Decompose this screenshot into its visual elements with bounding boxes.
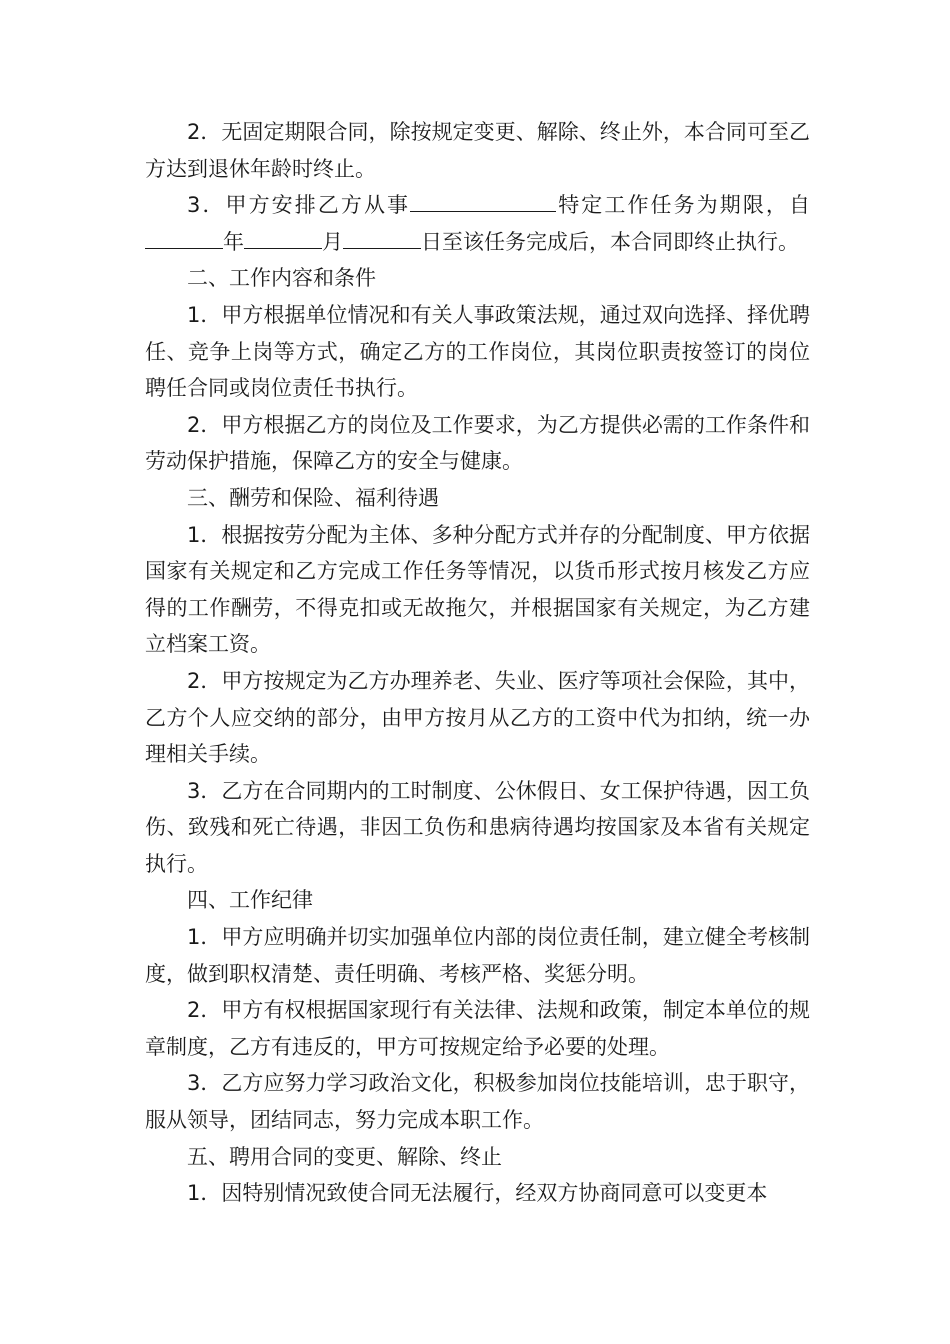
task-clause-text: 3．甲方安排乙方从事 [187, 193, 411, 218]
section-heading-contract-changes: 五、聘用合同的变更、解除、终止 [187, 1144, 502, 1169]
section-heading-work-content: 二、工作内容和条件 [187, 266, 376, 291]
paragraph-work-position: 1．甲方根据单位情况和有关人事政策法规，通过双向选择、择优聘任、竞争上岗等方式，确定乙方的工作岗位，其岗位职责按签订的岗位聘任合同或岗位责任书执行。 [145, 302, 810, 401]
paragraph-contract-change: 1．因特别情况致使合同无法履行，经双方协商同意可以变更本 [187, 1181, 768, 1206]
paragraph-specific-task-term [145, 187, 810, 260]
section-heading-compensation: 三、酬劳和保险、福利待遇 [187, 485, 439, 510]
section-heading-discipline: 四、工作纪律 [187, 888, 313, 913]
task-clause-text-2: 特定工作任务为期限，自 [556, 193, 810, 218]
month-blank[interactable] [244, 230, 322, 249]
paragraph-work-conditions: 2．甲方根据乙方的岗位及工作要求，为乙方提供必需的工作条件和劳动保护措施，保障乙方的安全与健康。 [145, 412, 810, 474]
paragraph-social-insurance: 2．甲方按规定为乙方办理养老、失业、医疗等项社会保险，其中，乙方个人应交纳的部分，由甲方按月从乙方的工资中代为扣纳，统一办理相关手续。 [145, 668, 810, 767]
day-blank[interactable] [343, 230, 421, 249]
contract-page [145, 114, 810, 1212]
paragraph-fixed-term-contract: 2．无固定期限合同，除按规定变更、解除、终止外，本合同可至乙方达到退休年龄时终止。 [145, 120, 810, 181]
task-blank[interactable] [410, 193, 556, 212]
paragraph-rules-regulations: 2．甲方有权根据国家现行有关法律、法规和政策，制定本单位的规章制度，乙方有违反的，甲方可按规定给予必要的处理。 [145, 998, 810, 1059]
day-clause-text: 日至该任务完成后，本合同即终止执行。 [421, 229, 799, 254]
year-label: 年 [223, 229, 244, 254]
year-blank[interactable] [145, 230, 223, 249]
month-label: 月 [322, 229, 343, 254]
paragraph-salary: 1．根据按劳分配为主体、多种分配方式并存的分配制度、甲方依据国家有关规定和乙方完成工作任务等情况，以货币形式按月核发乙方应得的工作酬劳，不得克扣或无故拖欠，并根据国家有关规定，为乙方建立档案工资。 [145, 522, 810, 657]
paragraph-employee-duties: 3．乙方应努力学习政治文化，积极参加岗位技能培训，忠于职守，服从领导，团结同志，努力完成本职工作。 [145, 1071, 810, 1133]
paragraph-responsibility-system: 1．甲方应明确并切实加强单位内部的岗位责任制，建立健全考核制度，做到职权清楚、责任明确、考核严格、奖惩分明。 [145, 925, 810, 986]
paragraph-work-hours-benefits: 3．乙方在合同期内的工时制度、公休假日、女工保护待遇，因工负伤、致残和死亡待遇，非因工负伤和患病待遇均按国家及本省有关规定执行。 [145, 778, 810, 876]
